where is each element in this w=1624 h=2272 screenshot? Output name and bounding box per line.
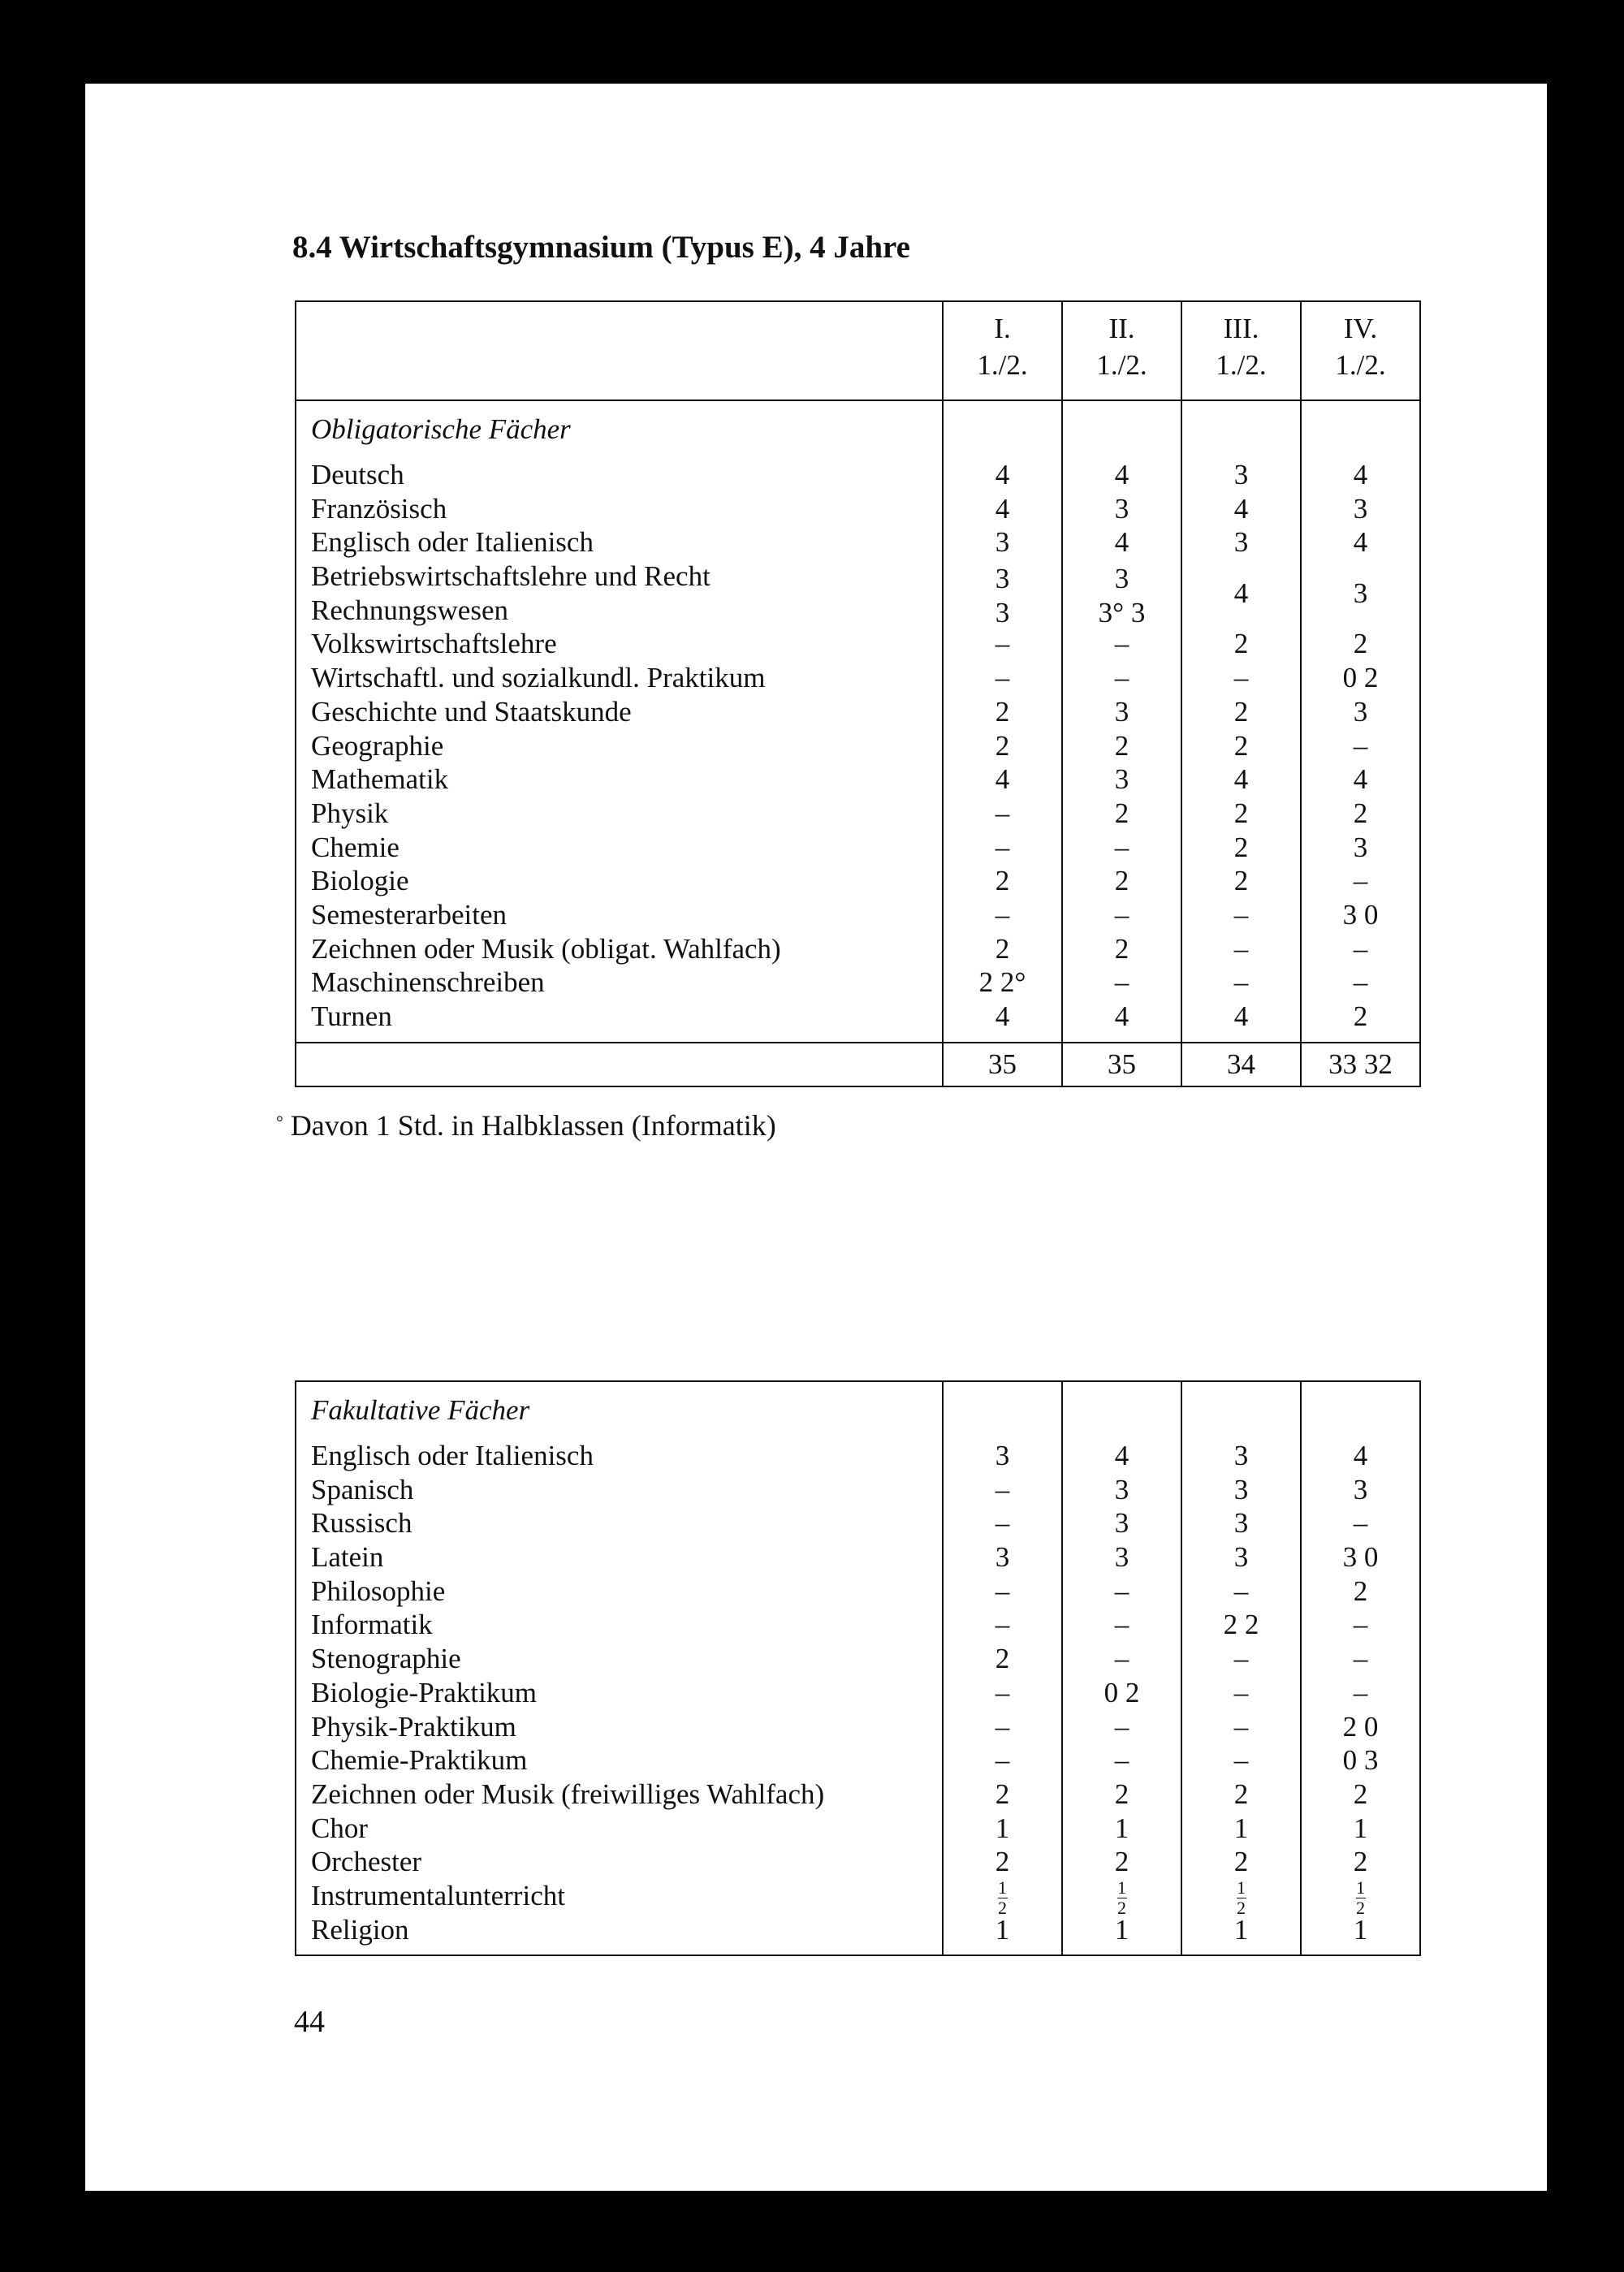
value-cell: 1 bbox=[1353, 1913, 1368, 1946]
values-column-3 bbox=[1181, 400, 1301, 1043]
value-cell: 4 bbox=[1353, 763, 1368, 796]
value-cell: – bbox=[995, 1609, 1010, 1641]
subject-label: Biologie bbox=[311, 865, 409, 897]
subject-label: Chor bbox=[311, 1812, 368, 1844]
value-cell: 4 bbox=[1114, 1000, 1129, 1033]
subject-label: Russisch bbox=[311, 1507, 412, 1540]
total-col-4: 33 32 bbox=[1301, 1043, 1420, 1086]
value-cell: – bbox=[995, 1507, 1010, 1540]
section-heading: Obligatorische Fächer bbox=[311, 413, 571, 445]
value-cell: 4 bbox=[1233, 1000, 1249, 1033]
value-cell: – bbox=[1353, 1643, 1368, 1675]
totals-row bbox=[296, 1043, 1420, 1086]
value-cell: 3 bbox=[1114, 1473, 1129, 1505]
value-cell: – bbox=[995, 1710, 1010, 1743]
footnote-mark: ° bbox=[276, 1112, 283, 1132]
value-cell: 3 bbox=[1233, 1507, 1249, 1540]
value-cell: 4 bbox=[1353, 459, 1368, 490]
value-cell: 4 bbox=[995, 1000, 1010, 1033]
value-cell: 2 bbox=[1233, 695, 1249, 728]
value-cell: 2 bbox=[1233, 797, 1249, 829]
value-cell: 4 bbox=[995, 492, 1010, 525]
value-cell: 3 bbox=[1114, 1507, 1129, 1540]
value-cell: 3 bbox=[1353, 1473, 1368, 1505]
value-cell: 2 bbox=[995, 1643, 1010, 1675]
subject-label: Englisch oder Italienisch bbox=[311, 1440, 594, 1471]
value-cell: – bbox=[1353, 729, 1368, 762]
value-cell: – bbox=[995, 628, 1010, 660]
value-cell: 3 0 bbox=[1342, 1541, 1379, 1574]
value-cell: – bbox=[1233, 1574, 1249, 1607]
value-cell: 3 bbox=[1233, 1473, 1249, 1505]
value-cell: 2 bbox=[1353, 1000, 1368, 1033]
value-cell: 3 bbox=[995, 1541, 1010, 1574]
value-cell: – bbox=[1114, 628, 1129, 660]
subject-label: Spanisch bbox=[311, 1473, 414, 1505]
value-cell: 1 bbox=[1233, 1812, 1249, 1844]
value-cell: – bbox=[1233, 932, 1249, 965]
value-cell: – bbox=[1114, 662, 1129, 694]
subject-label: Biologie-Praktikum bbox=[311, 1676, 538, 1708]
value-cell: – bbox=[995, 1574, 1010, 1607]
subject-label: Betriebswirtschaftslehre und Recht bbox=[311, 560, 710, 593]
value-cell: – bbox=[1114, 966, 1129, 999]
value-cell: 2 bbox=[1114, 1777, 1129, 1810]
value-text: 3 bbox=[995, 563, 1010, 595]
value-cell bbox=[944, 559, 1061, 627]
value-cell: 1 bbox=[995, 1812, 1010, 1844]
values-column-3 bbox=[1181, 1381, 1301, 1955]
values-column-4 bbox=[1301, 1381, 1420, 1955]
value-cell bbox=[1182, 1877, 1300, 1919]
subject-label-pair bbox=[311, 559, 942, 627]
value-cell: – bbox=[1233, 898, 1249, 931]
value-text: 3 bbox=[995, 597, 1010, 629]
value-cell: 1 bbox=[1353, 1812, 1368, 1844]
value-cell: 2 bbox=[1353, 628, 1368, 660]
value-cell: 4 bbox=[1353, 526, 1368, 559]
subject-label: Turnen bbox=[311, 1000, 392, 1033]
value-cell: 3 bbox=[1353, 492, 1368, 525]
subject-label: Physik-Praktikum bbox=[311, 1710, 516, 1743]
value-cell: 2 bbox=[1233, 729, 1249, 762]
subject-label: Mathematik bbox=[311, 763, 449, 796]
value-cell: 4 bbox=[1233, 763, 1249, 796]
value-cell: 2 bbox=[1233, 865, 1249, 897]
value-cell: 4 bbox=[1233, 577, 1249, 610]
subject-label: Latein bbox=[311, 1541, 384, 1574]
value-cell: 1 bbox=[1114, 1913, 1129, 1946]
value-cell: 4 bbox=[1233, 492, 1249, 525]
value-cell: – bbox=[1353, 966, 1368, 999]
value-cell: 3 bbox=[1114, 695, 1129, 728]
value-cell: 4 bbox=[1353, 1440, 1368, 1471]
value-cell: – bbox=[1114, 1609, 1129, 1641]
value-cell bbox=[1063, 559, 1181, 627]
subject-label: Philosophie bbox=[311, 1574, 446, 1607]
subject-label: Deutsch bbox=[311, 459, 404, 490]
subject-column bbox=[296, 1381, 943, 1955]
value-cell: 2 bbox=[1114, 1846, 1129, 1878]
value-cell: 0 3 bbox=[1342, 1744, 1379, 1777]
header-col-2: II. 1./2. bbox=[1062, 301, 1181, 400]
subject-label: Englisch oder Italienisch bbox=[311, 526, 594, 559]
value-cell: – bbox=[995, 662, 1010, 694]
header-col-4: IV. 1./2. bbox=[1301, 301, 1420, 400]
subject-label: Geographie bbox=[311, 729, 444, 762]
value-cell: – bbox=[1233, 1643, 1249, 1675]
value-cell: 4 bbox=[1114, 459, 1129, 490]
table-body-row bbox=[296, 400, 1420, 1043]
value-cell: 2 bbox=[995, 932, 1010, 965]
total-col-2: 35 bbox=[1062, 1043, 1181, 1086]
value-cell: 3 bbox=[1114, 1541, 1129, 1574]
subject-label: Stenographie bbox=[311, 1643, 461, 1675]
value-cell: 3 bbox=[1114, 492, 1129, 525]
value-cell: 4 bbox=[995, 459, 1010, 490]
value-cell: 2 bbox=[995, 865, 1010, 897]
value-cell: – bbox=[1233, 966, 1249, 999]
value-cell: – bbox=[995, 1744, 1010, 1777]
value-cell: 3 bbox=[1233, 526, 1249, 559]
subject-label: Zeichnen oder Musik (freiwilliges Wahlfach) bbox=[311, 1777, 825, 1810]
value-cell: – bbox=[1233, 1710, 1249, 1743]
value-cell: – bbox=[1233, 1676, 1249, 1708]
value-cell: – bbox=[1114, 898, 1129, 931]
value-cell bbox=[944, 1877, 1061, 1919]
page-number: 44 bbox=[294, 2005, 325, 2039]
value-cell: 3 bbox=[1353, 831, 1368, 863]
value-cell: 3 bbox=[995, 1440, 1010, 1471]
subject-label: Physik bbox=[311, 797, 389, 829]
half-fraction: $\frac{1}{2}$ bbox=[1356, 1877, 1365, 1919]
subject-label: Instrumentalunterricht bbox=[311, 1879, 565, 1911]
value-cell: – bbox=[1114, 1643, 1129, 1675]
value-cell: 2 bbox=[995, 695, 1010, 728]
value-cell: 3 bbox=[995, 526, 1010, 559]
subject-label: Semesterarbeiten bbox=[311, 898, 508, 931]
value-cell: – bbox=[1233, 662, 1249, 694]
subject-label: Volkswirtschaftslehre bbox=[311, 628, 557, 660]
value-cell: – bbox=[1114, 1574, 1129, 1607]
value-cell: – bbox=[1114, 1710, 1129, 1743]
subject-label: Religion bbox=[311, 1913, 409, 1946]
table-header-row bbox=[296, 301, 1420, 400]
subject-label: Chemie-Praktikum bbox=[311, 1744, 528, 1777]
half-fraction: $\frac{1}{2}$ bbox=[998, 1877, 1007, 1919]
value-cell: 2 bbox=[995, 1777, 1010, 1810]
value-cell: 2 bbox=[1114, 729, 1129, 762]
value-cell: 2 bbox=[1233, 1846, 1249, 1878]
subject-label: Maschinenschreiben bbox=[311, 966, 545, 999]
table-body-row bbox=[296, 1381, 1420, 1955]
value-cell: 0 2 bbox=[1104, 1676, 1140, 1708]
value-cell: – bbox=[995, 898, 1010, 931]
subject-label: Geschichte und Staatskunde bbox=[311, 695, 632, 728]
value-cell: 2 bbox=[1353, 1574, 1368, 1607]
value-cell: – bbox=[1353, 1609, 1368, 1641]
value-cell: 3 bbox=[1353, 577, 1368, 610]
value-cell bbox=[1063, 1877, 1181, 1919]
value-cell: 3 bbox=[1233, 1440, 1249, 1471]
footnote-text: Davon 1 Std. in Halbklassen (Informatik) bbox=[290, 1109, 776, 1142]
subject-label: Wirtschaftl. und sozialkundl. Praktikum bbox=[311, 662, 766, 694]
value-cell: 2 bbox=[1353, 797, 1368, 829]
values-column-1 bbox=[943, 1381, 1062, 1955]
value-cell: – bbox=[1353, 865, 1368, 897]
value-cell: 2 bbox=[1353, 1777, 1368, 1810]
footnote bbox=[276, 1108, 776, 1142]
value-cell: – bbox=[1233, 1744, 1249, 1777]
value-cell: – bbox=[995, 797, 1010, 829]
value-cell: 3 0 bbox=[1342, 898, 1379, 931]
value-cell: 4 bbox=[995, 763, 1010, 796]
value-cell: 4 bbox=[1114, 1440, 1129, 1471]
value-cell: – bbox=[1353, 932, 1368, 965]
subject-label: Französisch bbox=[311, 492, 447, 525]
values-column-4 bbox=[1301, 400, 1420, 1043]
values-column-2 bbox=[1062, 400, 1181, 1043]
value-cell: 1 bbox=[995, 1913, 1010, 1946]
value-cell: 2 2° bbox=[978, 966, 1026, 999]
optional-subjects-table bbox=[295, 1380, 1421, 1956]
section-title: 8.4 Wirtschaftsgymnasium (Typus E), 4 Jahre bbox=[292, 230, 910, 265]
value-cell: 1 bbox=[1114, 1812, 1129, 1844]
total-col-3: 34 bbox=[1181, 1043, 1301, 1086]
value-cell: 2 bbox=[1114, 797, 1129, 829]
value-text: 3° 3 bbox=[1098, 597, 1146, 629]
value-cell: 2 2 bbox=[1223, 1609, 1259, 1641]
value-cell: 3 bbox=[1233, 459, 1249, 490]
value-cell: – bbox=[995, 831, 1010, 863]
half-fraction: $\frac{1}{2}$ bbox=[1117, 1877, 1126, 1919]
subject-label: Orchester bbox=[311, 1846, 422, 1878]
subject-label: Informatik bbox=[311, 1609, 433, 1641]
value-text: 3 bbox=[1114, 563, 1129, 595]
value-cell: 2 bbox=[1233, 831, 1249, 863]
value-cell: 3 bbox=[1114, 763, 1129, 796]
values-column-1 bbox=[943, 400, 1062, 1043]
header-col-3: III. 1./2. bbox=[1181, 301, 1301, 400]
header-col-1: I. 1./2. bbox=[943, 301, 1062, 400]
value-cell: 2 bbox=[995, 729, 1010, 762]
half-fraction: $\frac{1}{2}$ bbox=[1237, 1877, 1246, 1919]
value-cell: 1 bbox=[1233, 1913, 1249, 1946]
header-blank-cell bbox=[296, 301, 943, 400]
value-cell: 0 2 bbox=[1342, 662, 1379, 694]
value-cell: – bbox=[995, 1676, 1010, 1708]
value-cell: 3 bbox=[1353, 695, 1368, 728]
value-cell: 2 bbox=[1114, 865, 1129, 897]
value-cell: 2 bbox=[1233, 1777, 1249, 1810]
value-cell: 3 bbox=[1233, 1541, 1249, 1574]
value-cell: 2 bbox=[995, 1846, 1010, 1878]
subject-label: Chemie bbox=[311, 831, 400, 863]
total-col-1: 35 bbox=[943, 1043, 1062, 1086]
subject-label: Zeichnen oder Musik (obligat. Wahlfach) bbox=[311, 932, 781, 965]
value-cell: 2 bbox=[1114, 932, 1129, 965]
subject-label: Rechnungswesen bbox=[311, 594, 509, 626]
values-column-2 bbox=[1062, 1381, 1181, 1955]
value-cell bbox=[1302, 1877, 1419, 1919]
value-cell: – bbox=[1353, 1507, 1368, 1540]
value-cell: 2 0 bbox=[1342, 1710, 1379, 1743]
value-cell: – bbox=[1114, 1744, 1129, 1777]
totals-label-cell bbox=[296, 1043, 943, 1086]
value-cell: 4 bbox=[1114, 526, 1129, 559]
section-heading: Fakultative Fächer bbox=[311, 1394, 530, 1426]
value-cell: – bbox=[1114, 831, 1129, 863]
obligatory-subjects-table bbox=[295, 300, 1421, 1087]
value-cell: 2 bbox=[1233, 628, 1249, 660]
value-cell: – bbox=[995, 1473, 1010, 1505]
value-cell: 2 bbox=[1353, 1846, 1368, 1878]
subject-column bbox=[296, 400, 943, 1043]
value-cell: – bbox=[1353, 1676, 1368, 1708]
